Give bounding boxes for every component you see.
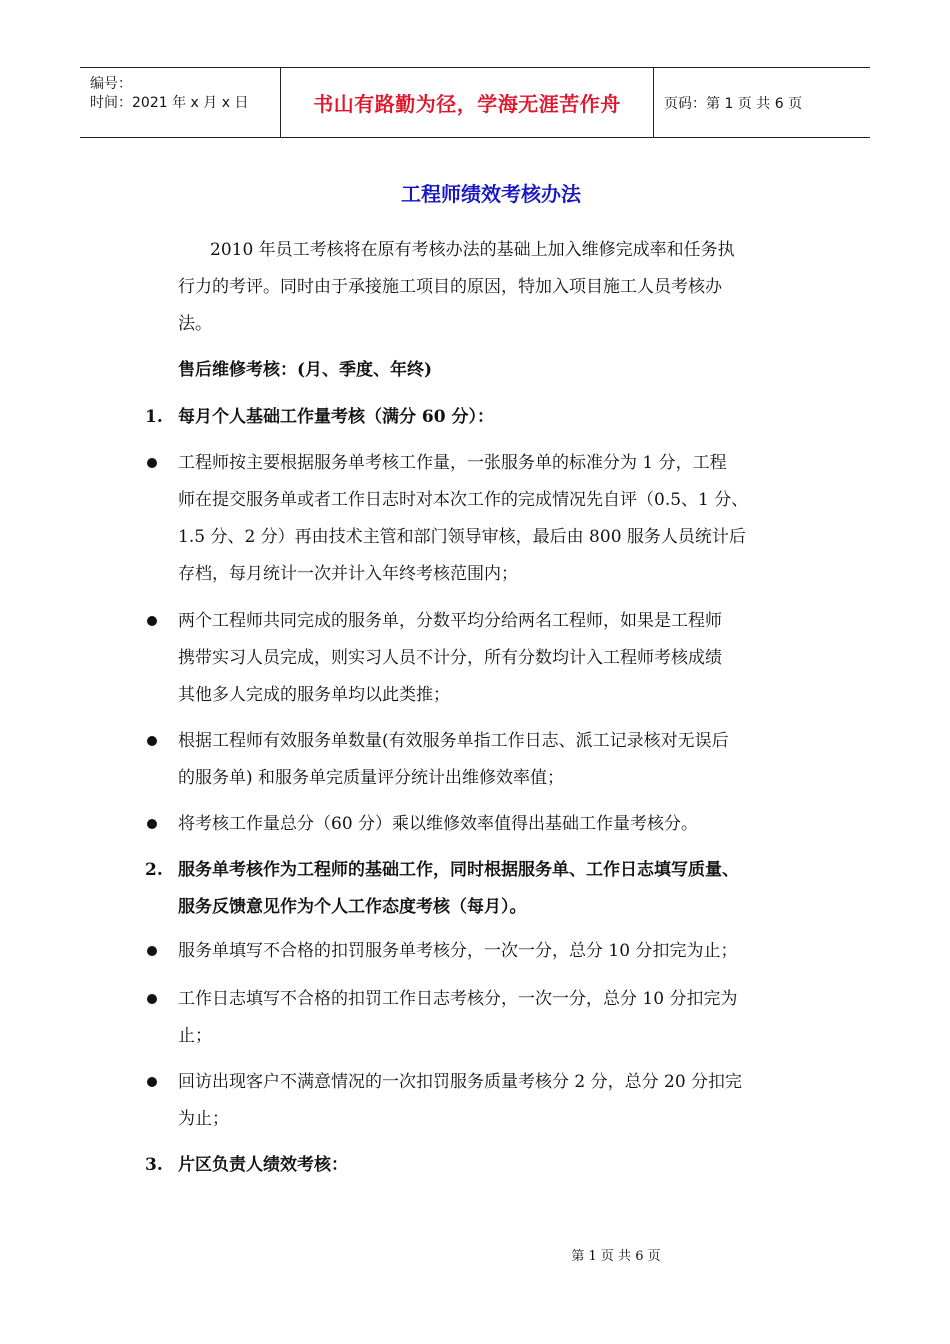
- section-heading-line: 服务反馈意见作为个人工作态度考核（每月）。: [178, 897, 527, 917]
- section-heading: [178, 399, 818, 436]
- section-number: 3.: [145, 1155, 163, 1175]
- document-title: 工程师绩效考核办法: [401, 182, 581, 206]
- section-heading: [178, 852, 818, 926]
- intro-line: 行力的考评。同时由于承接施工项目的原因，特加入项目施工人员考核办: [178, 277, 722, 297]
- intro-paragraph: [178, 232, 818, 343]
- bullet-item: [178, 603, 818, 714]
- section-heading-line: 每月个人基础工作量考核（满分 60 分）：: [178, 407, 494, 427]
- header-motto: 书山有路勤为径，学海无涯苦作舟: [281, 68, 654, 137]
- bullet-line: 的服务单) 和服务单完质量评分统计出维修效率值；: [178, 768, 565, 788]
- bullet-item: [178, 445, 818, 593]
- bullet-icon: [147, 946, 157, 956]
- section-heading: [178, 1147, 818, 1184]
- bullet-line: 师在提交服务单或者工作日志时对本次工作的完成情况先自评（0.5、1 分、: [178, 490, 749, 510]
- bullet-line: 工程师按主要根据服务单考核工作量，一张服务单的标准分为 1 分，工程: [178, 453, 727, 473]
- bullet-item: [178, 723, 818, 797]
- bullet-line: 工作日志填写不合格的扣罚工作日志考核分，一次一分，总分 10 分扣完为: [178, 989, 738, 1009]
- bullet-icon: [147, 458, 157, 468]
- intro-line: 法。: [178, 314, 212, 334]
- bullet-item: [178, 1064, 818, 1138]
- bullet-line: 存档，每月统计一次并计入年终考核范围内；: [178, 564, 518, 584]
- bullet-item: [178, 981, 818, 1055]
- bullet-line: 将考核工作量总分（60 分）乘以维修效率值得出基础工作量考核分。: [178, 814, 699, 834]
- intro-line: 2010 年员工考核将在原有考核办法的基础上加入维修完成率和任务执: [210, 240, 735, 260]
- bullet-line: 携带实习人员完成，则实习人员不计分，所有分数均计入工程师考核成绩: [178, 648, 722, 668]
- bullet-icon: [147, 616, 157, 626]
- section-heading-line: 服务单考核作为工程师的基础工作，同时根据服务单、工作日志填写质量、: [178, 860, 739, 880]
- header-meta: [80, 68, 281, 137]
- bullet-line: 回访出现客户不满意情况的一次扣罚服务质量考核分 2 分，总分 20 分扣完: [178, 1072, 743, 1092]
- bullet-line: 根据工程师有效服务单数量(有效服务单指工作日志、派工记录核对无误后: [178, 731, 729, 751]
- header-page-label: 页码：第 1 页 共 6 页: [664, 95, 803, 112]
- page-footer: 第 1 页 共 6 页: [571, 1249, 661, 1264]
- section-subtitle: 售后维修考核：(月、季度、年终): [178, 360, 433, 380]
- number-label: 编号：: [90, 76, 132, 92]
- bullet-line: 止；: [178, 1026, 212, 1046]
- bullet-line: 1.5 分、2 分）再由技术主管和部门领导审核，最后由 800 服务人员统计后: [178, 527, 746, 547]
- bullet-icon: [147, 819, 157, 829]
- bullet-line: 为止；: [178, 1109, 229, 1129]
- bullet-line: 两个工程师共同完成的服务单，分数平均分给两名工程师，如果是工程师: [178, 611, 722, 631]
- bullet-item: [178, 933, 818, 970]
- section-heading-line: 片区负责人绩效考核：: [178, 1155, 348, 1175]
- bullet-line: 其他多人完成的服务单均以此类推；: [178, 685, 450, 705]
- bullet-icon: [147, 736, 157, 746]
- section-number: 1.: [145, 407, 163, 427]
- bullet-icon: [147, 1077, 157, 1087]
- bullet-line: 服务单填写不合格的扣罚服务单考核分，一次一分，总分 10 分扣完为止；: [178, 941, 738, 961]
- page-header: [80, 67, 870, 138]
- bullet-icon: [147, 994, 157, 1004]
- time-label: 时间：2021 年 x 月 x 日: [90, 95, 249, 111]
- section-number: 2.: [145, 860, 163, 880]
- bullet-item: [178, 806, 818, 843]
